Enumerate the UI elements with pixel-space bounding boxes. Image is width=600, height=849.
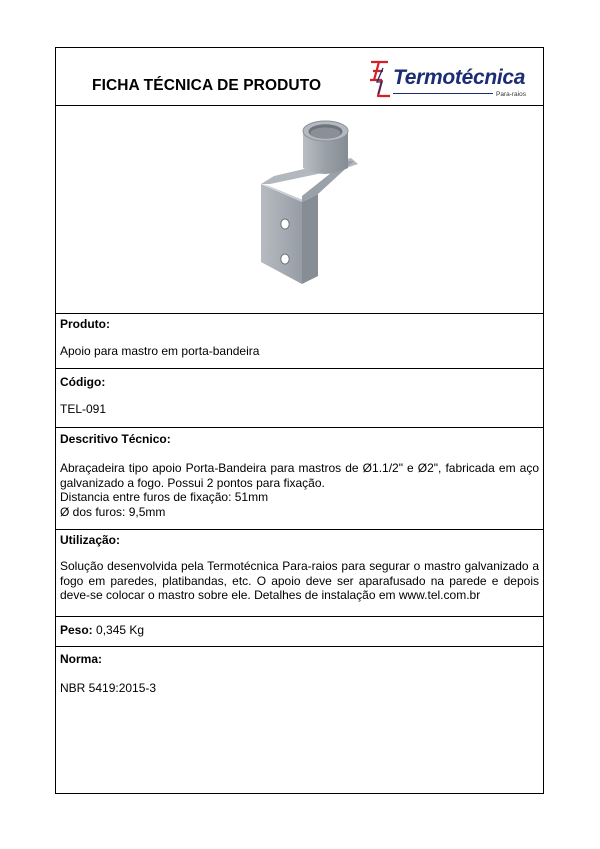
norma-value: NBR 5419:2015-3 <box>60 681 157 695</box>
peso-value: 0,345 Kg <box>92 623 145 637</box>
descritivo-line: Ø dos furos: 9,5mm <box>60 504 166 519</box>
descritivo-section <box>56 428 543 530</box>
descritivo-label: Descritivo Técnico: <box>60 432 171 446</box>
logo-wordmark: Termotécnica <box>393 66 526 89</box>
peso-label: Peso: <box>60 623 93 637</box>
company-logo <box>368 60 538 100</box>
header <box>56 48 543 106</box>
tel-logo-mark-icon <box>368 60 394 98</box>
product-datasheet <box>55 47 544 794</box>
descritivo-line: Distancia entre furos de fixação: 51mm <box>60 490 269 504</box>
page-title: FICHA TÉCNICA DE PRODUTO <box>92 77 322 94</box>
norma-label: Norma: <box>60 652 103 666</box>
codigo-label: Código: <box>60 375 106 389</box>
produto-label: Produto: <box>60 317 110 331</box>
product-image <box>56 106 543 314</box>
logo-underline <box>393 93 493 94</box>
utilizacao-section <box>56 530 543 617</box>
descritivo-text <box>60 461 539 519</box>
produto-value: Apoio para mastro em porta-bandeira <box>60 344 260 358</box>
bracket-illustration <box>56 106 543 313</box>
utilizacao-value: Solução desenvolvida pela Termotécnica Para-raios para segurar o mastro galvanizado a fogo em paredes, platibandas, etc. O apoio deve ser aparafusado na parede e depois deve-se colocar o mastro sobre ele. Detalhes de instalação em www.tel.com.br <box>60 559 539 602</box>
peso-row <box>60 623 144 637</box>
descritivo-line: Abraçadeira tipo apoio Porta-Bandeira para mastros de Ø1.1/2" e Ø2", fabricada em aço galvanizado a fogo. Possui 2 pontos para fixação. <box>60 461 539 490</box>
norma-section <box>56 647 543 793</box>
codigo-value: TEL-091 <box>60 402 107 416</box>
utilizacao-label: Utilização: <box>60 533 121 547</box>
produto-section <box>56 313 543 369</box>
logo-subtitle: Para-raios <box>496 91 526 98</box>
peso-section <box>56 617 543 647</box>
codigo-section <box>56 369 543 428</box>
